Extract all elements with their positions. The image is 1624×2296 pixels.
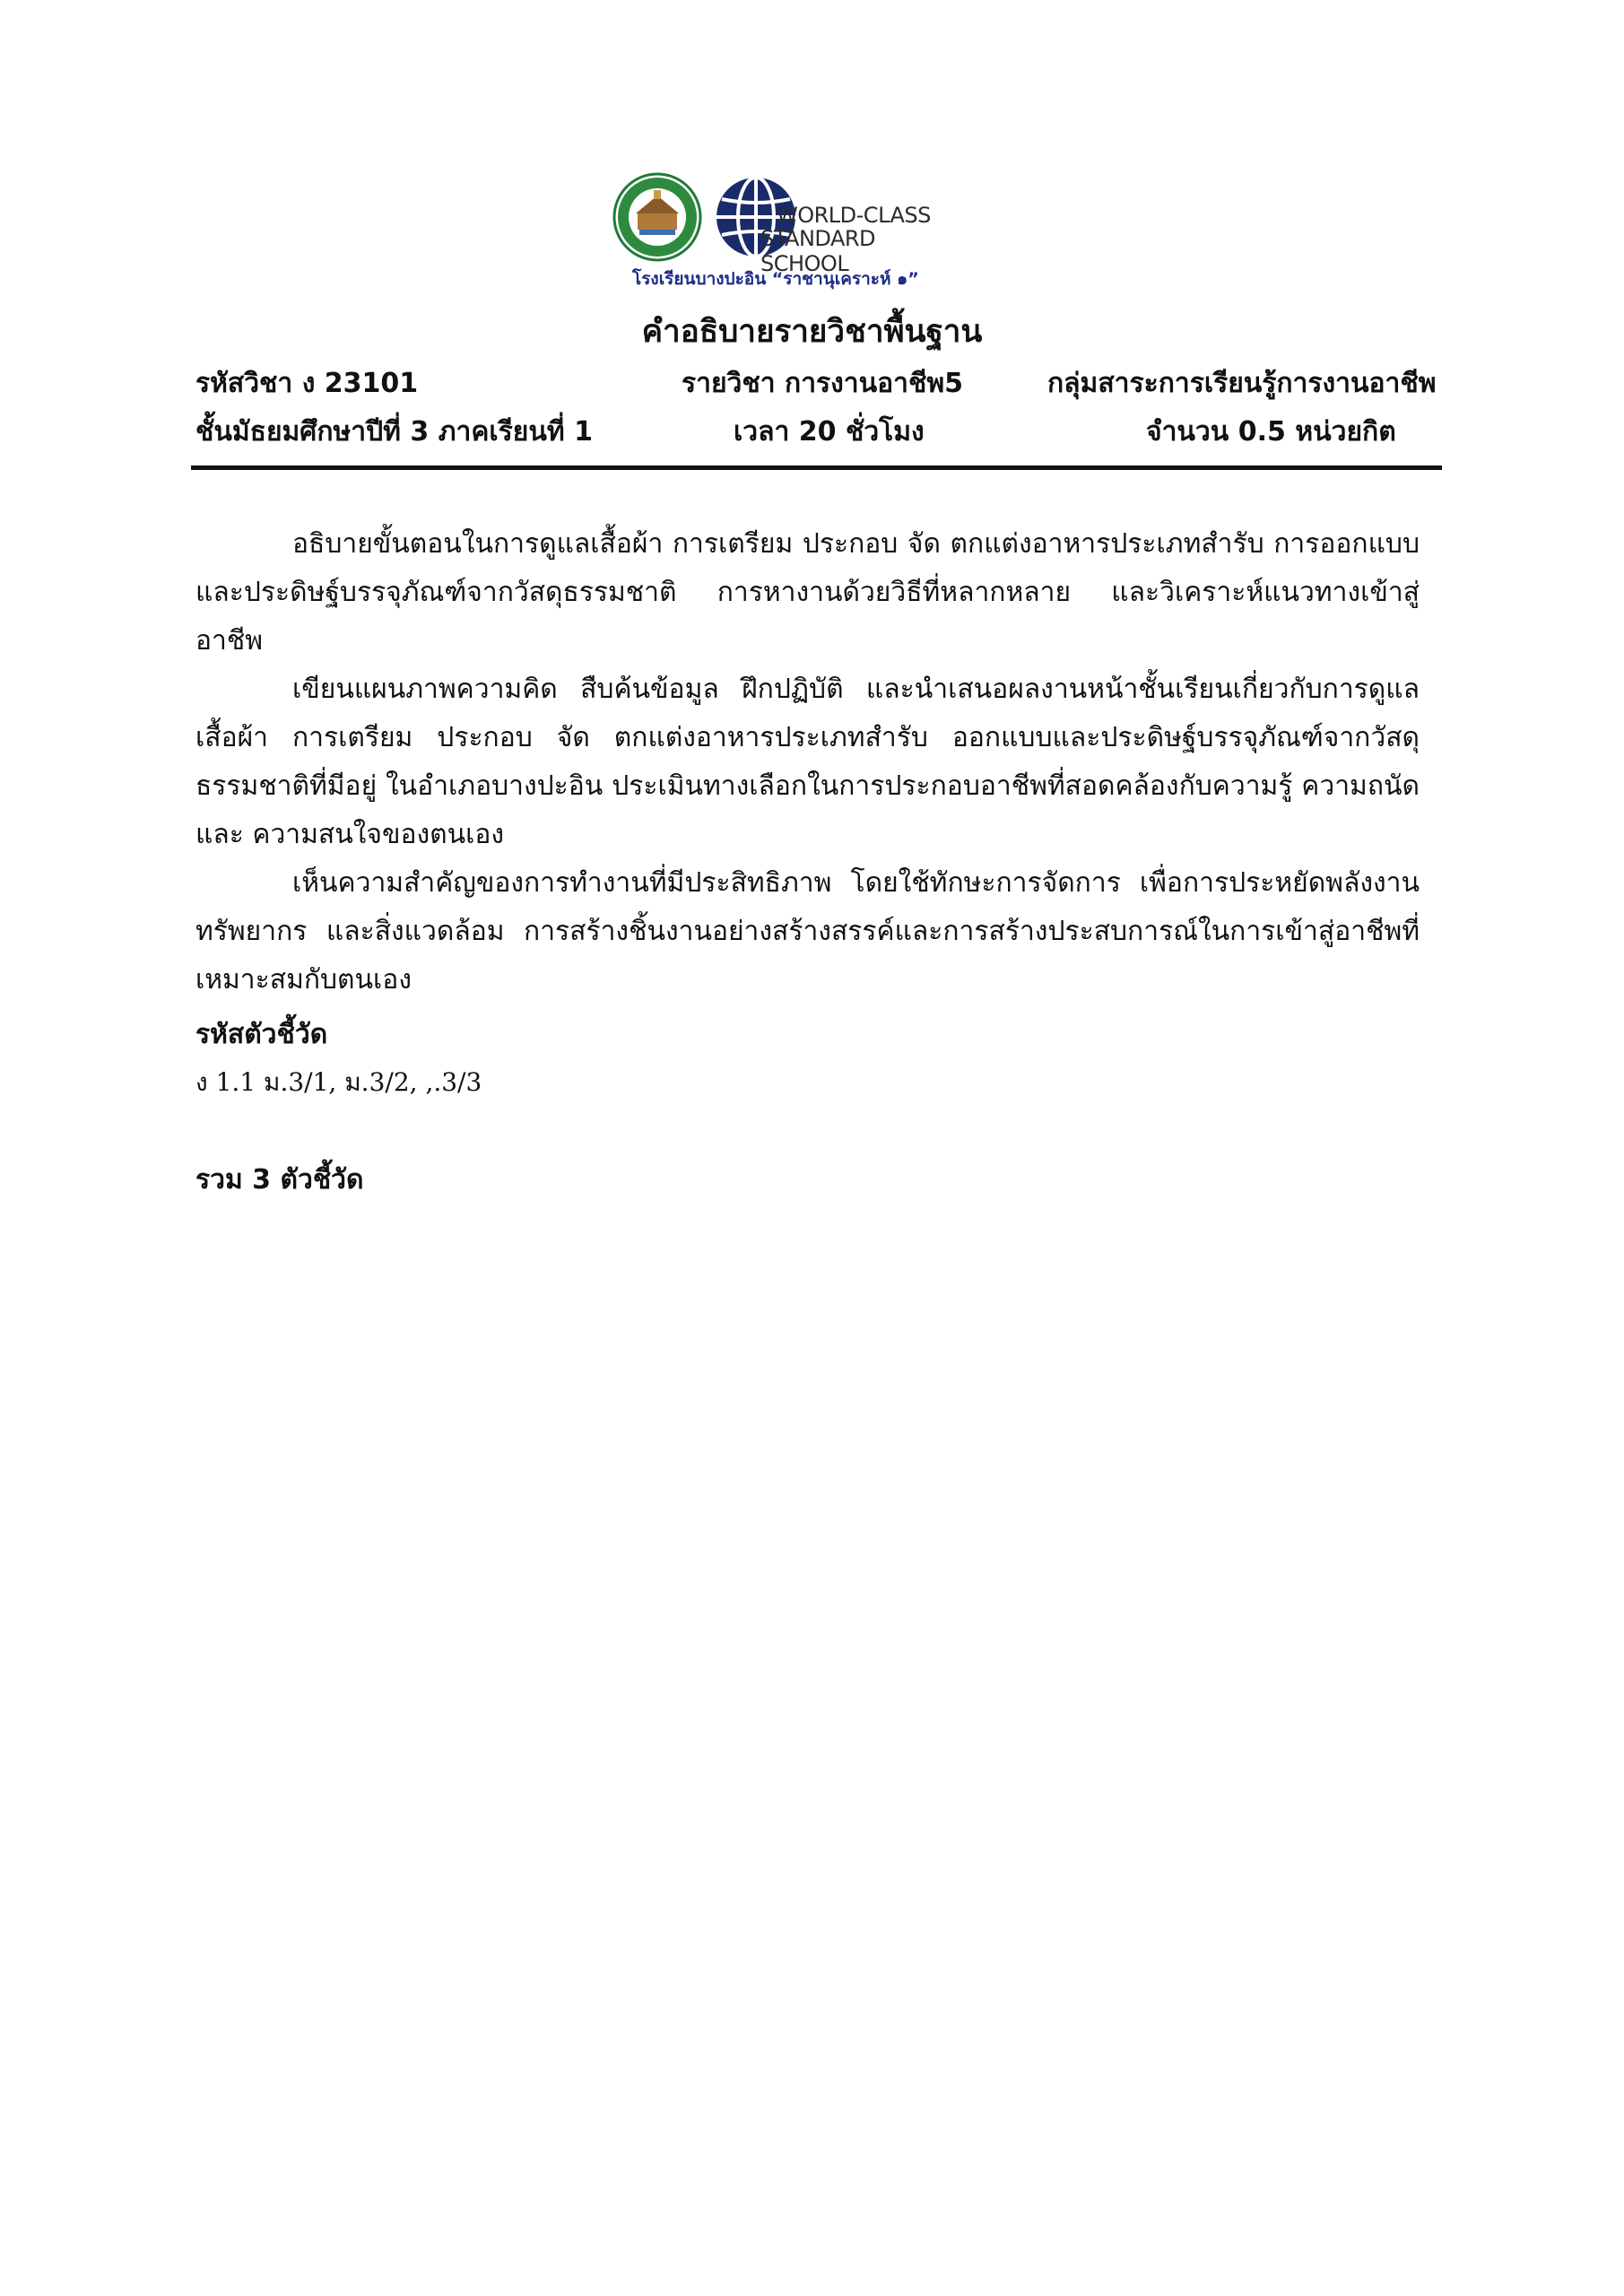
world-class-logo-text <box>760 203 940 276</box>
indicators-total: รวม 3 ตัวชี้วัด <box>195 1164 364 1196</box>
logo-header <box>612 169 935 299</box>
logo-text-line-2: STANDARD SCHOOL <box>760 226 876 276</box>
course-subject: รายวิชา การงานอาชีพ5 <box>682 368 964 399</box>
course-description <box>195 520 1420 1004</box>
indicators-heading: รหัสตัวชี้วัด <box>195 1019 328 1050</box>
course-group: กลุ่มสาระการเรียนรู้การงานอาชีพ <box>1047 368 1437 399</box>
description-paragraph-2: เขียนแผนภาพความคิด สืบค้นข้อมูล ฝึกปฏิบัติ และนำเสนอผลงานหน้าชั้นเรียนเกี่ยวกับการดูแลเสื้อผ้า การเตรียม ประกอบ จัด ตกแต่งอาหารประเภทสำรับ ออกแบบและประดิษฐ์บรรจุภัณฑ์จากวัสดุธรรมชาติที่มีอยู่ ในอำเภอบางปะอิน ประเมินทางเลือกในการประกอบอาชีพที่สอดคล้องกับความรู้ ความถนัด และ ความสนใจของตนเอง <box>195 674 1420 850</box>
description-paragraph-3: เห็นความสำคัญของการทำงานที่มีประสิทธิภาพ โดยใช้ทักษะการจัดการ เพื่อการประหยัดพลังงาน ทรัพยากร และสิ่งแวดล้อม การสร้างชิ้นงานอย่างสร้างสรรค์และการสร้างประสบการณ์ในการเข้าสู่อาชีพที่เหมาะสมกับตนเอง <box>195 867 1420 996</box>
course-hours: เวลา 20 ชั่วโมง <box>734 416 925 448</box>
course-credits: จำนวน 0.5 หน่วยกิต <box>1146 416 1396 448</box>
course-code: รหัสวิชา ง 23101 <box>195 368 419 399</box>
school-name: โรงเรียนบางปะอิน “ราชานุเคราะห์ ๑” <box>632 269 919 289</box>
header-divider <box>191 465 1442 470</box>
course-level: ชั้นมัธยมศึกษาปีที่ 3 ภาคเรียนที่ 1 <box>195 416 593 448</box>
school-seal-icon <box>612 172 702 262</box>
logo-text-line-1: WORLD-CLASS <box>777 203 931 228</box>
description-paragraph-1: อธิบายขั้นตอนในการดูแลเสื้อผ้า การเตรียม ประกอบ จัด ตกแต่งอาหารประเภทสำรับ การออกแบบและประดิษฐ์บรรจุภัณฑ์จากวัสดุธรรมชาติ การหางานด้วยวิธีที่หลากหลาย และวิเคราะห์แนวทางเข้าสู่อาชีพ <box>195 528 1420 657</box>
document-title: คำอธิบายรายวิชาพื้นฐาน <box>641 314 983 350</box>
indicator-codes: ง 1.1 ม.3/1, ม.3/2, ,.3/3 <box>195 1067 482 1097</box>
